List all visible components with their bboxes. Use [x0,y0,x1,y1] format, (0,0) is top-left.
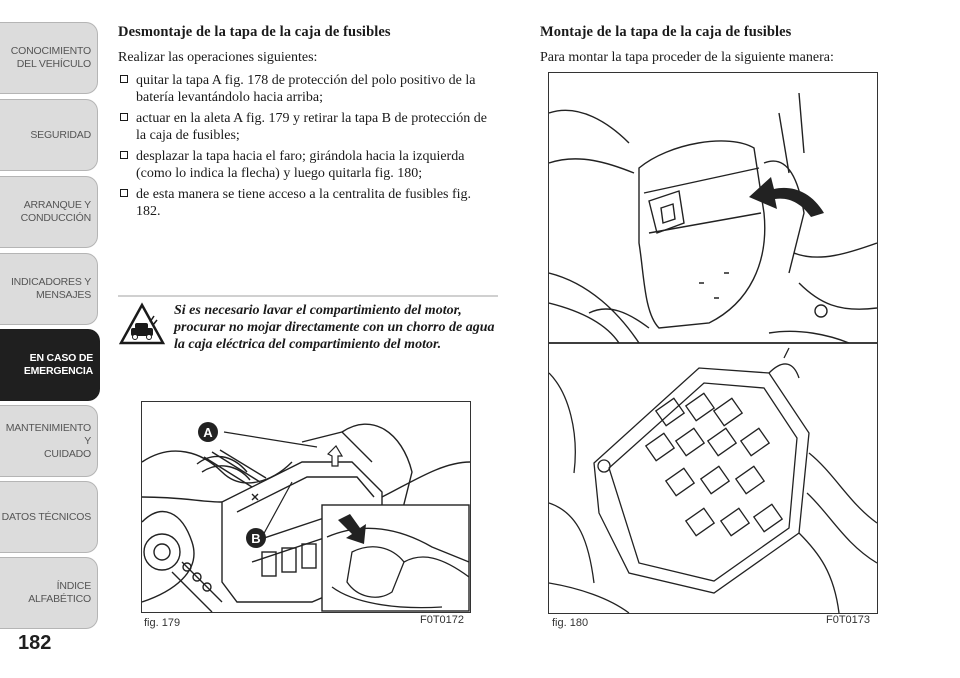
left-column [118,24,498,224]
tab-emergencia[interactable]: EN CASO DE EMERGENCIA [0,329,100,401]
cover-lift-arrow-icon [328,446,342,466]
warning-note [118,302,498,353]
checkbox-bullet-icon [120,113,128,121]
section-heading-desmontaje: Desmontaje de la tapa de la caja de fusibles [118,24,391,40]
label-b: B [251,531,261,546]
section-heading-montaje: Montaje de la tapa de la caja de fusibles [540,24,792,40]
intro-text: Realizar las operaciones siguientes: [118,50,318,65]
figure-179-caption: fig. 179 [144,617,181,629]
tab-indice[interactable]: ÍNDICE ALFABÉTICO [0,557,98,629]
checkbox-bullet-icon [120,189,128,197]
list-item: de esta manera se tiene acceso a la centralita de fusibles fig. 182. [118,186,498,220]
warning-divider [118,295,498,297]
right-column [540,24,920,72]
tab-indicadores[interactable]: INDICADORES Y MENSAJES [0,253,98,325]
list-item: actuar en la aleta A fig. 179 y retirar la tapa B de protección de la caja de fusibles; [118,110,498,144]
fuse-box-illustration [549,73,877,613]
figure-180-code: F0T0173 [826,614,871,626]
figure-179-code: F0T0172 [420,614,465,626]
figure-180-caption: fig. 180 [552,617,589,629]
montaje-intro-text: Para montar la tapa proceder de la siguiente manera: [540,50,834,65]
page-number: 182 [18,632,52,654]
label-a: A [203,425,213,440]
checkbox-bullet-icon [120,151,128,159]
engine-bay-illustration [142,402,470,612]
tab-seguridad[interactable]: SEGURIDAD [0,99,98,171]
list-item: desplazar la tapa hacia el faro; girándola hacia la izquierda (como lo indica la flecha) y luego quitarla fig. 180; [118,148,498,182]
list-item: quitar la tapa A fig. 178 de protección del polo positivo de la batería levantándolo hacia arriba; [118,72,498,106]
tab-mantenimiento[interactable]: MANTENIMIENTO Y CUIDADO [0,405,98,477]
figure-179 [141,401,471,613]
checkbox-bullet-icon [120,75,128,83]
figure-180 [548,72,878,614]
tab-datos-tecnicos[interactable]: DATOS TÉCNICOS [0,481,98,553]
tab-arranque[interactable]: ARRANQUE Y CONDUCCIÓN [0,176,98,248]
tab-conocimiento[interactable]: CONOCIMIENTO DEL VEHÍCULO [0,22,98,94]
warning-text: Si es necesario lavar el compartimiento del motor, procurar no mojar directamente con un chorro de agua la caja eléctrica del compartimiento del motor. [174,303,495,352]
car-wash-warning-icon [118,302,166,346]
steps-list [118,72,498,220]
